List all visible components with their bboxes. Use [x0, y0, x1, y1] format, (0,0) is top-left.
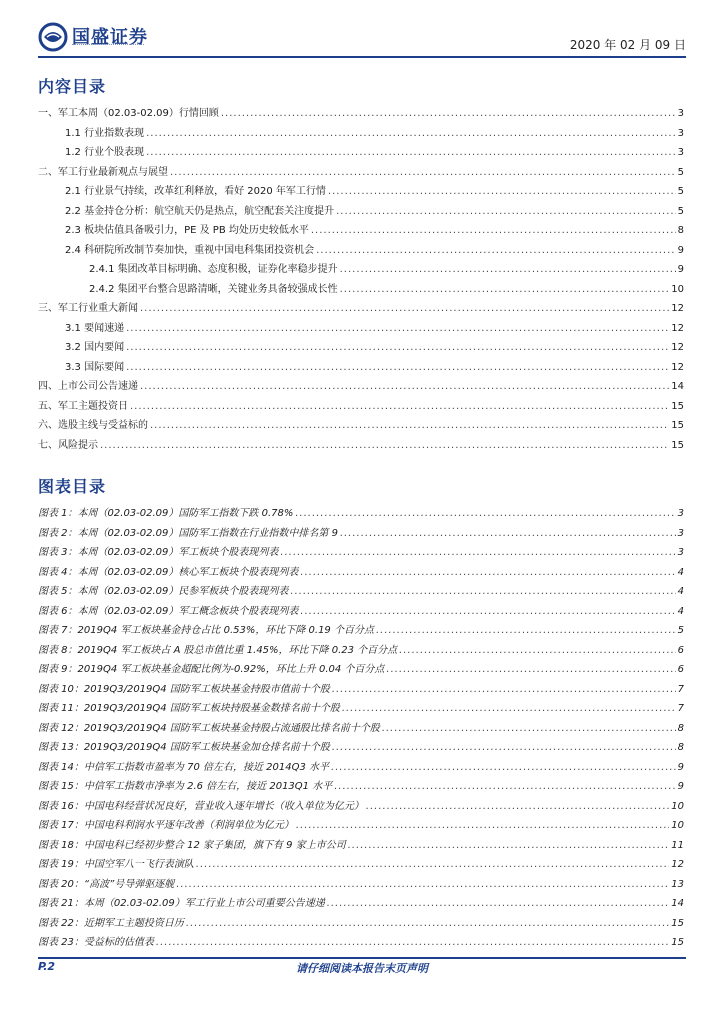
page-number: P.2: [38, 960, 56, 973]
toc-entry-page: 3: [677, 547, 684, 558]
toc-entry[interactable]: [38, 777, 684, 797]
toc-leader-dots: [280, 543, 675, 563]
toc-entry-label: 2.2 基金持仓分析：航空航天仍是热点，航空配套关注度提升: [65, 205, 335, 217]
toc-leader-dots: [342, 699, 676, 719]
toc-entry[interactable]: [38, 914, 684, 934]
toc-leader-dots: [170, 163, 676, 183]
toc-entry[interactable]: [38, 875, 684, 895]
toc-entry[interactable]: [38, 241, 684, 261]
toc-entry[interactable]: [38, 894, 684, 914]
toc-entry-label: 3.3 国际要闻: [65, 361, 125, 373]
toc-entry[interactable]: [38, 299, 684, 319]
toc-entry[interactable]: [38, 202, 684, 222]
toc-leader-dots: [186, 914, 669, 934]
toc-entry[interactable]: [38, 855, 684, 875]
toc-leader-dots: [126, 338, 669, 358]
toc-leader-dots: [156, 933, 669, 953]
toc-entry-label: 图表 12：2019Q3/2019Q4 国防军工板块基金持股占流通股比排名前十个股: [38, 722, 380, 734]
toc-leader-dots: [399, 641, 675, 661]
toc-entry-page: 5: [677, 205, 684, 217]
toc-entry-label: 图表 13：2019Q3/2019Q4 国防军工板块基金加仓排名前十个股: [38, 742, 330, 753]
toc-entry-label: 2.4 科研院所改制节奏加快，重视中国电科集团投资机会: [65, 244, 315, 256]
toc-entry-page: 13: [671, 878, 684, 890]
toc-entry-label: 图表 9：2019Q4 军工板块基金超配比例为-0.92%，环比上升 0.04 个百分点: [38, 664, 385, 675]
toc-leader-dots: [300, 602, 675, 622]
header-divider: [38, 56, 686, 58]
toc-entry[interactable]: [38, 221, 684, 241]
toc-entry-page: 9: [677, 264, 684, 275]
toc-entry-page: 5: [677, 166, 684, 178]
toc-entry-label: 图表 8：2019Q4 军工板块占 A 股总市值比重 1.45%，环比下降 0.23 个百分点: [38, 644, 398, 656]
toc-leader-dots: [140, 299, 669, 319]
toc-entry-label: 图表 17：中国电科利润水平逐年改善（利润单位为亿元）: [38, 820, 294, 831]
figures-title: 图表目录: [38, 477, 107, 496]
toc-entry-label: 2.4.1 集团改革目标明确、态度积极，证券化率稳步提升: [89, 264, 338, 275]
toc-entry-page: 15: [671, 400, 684, 412]
toc-entry[interactable]: [38, 124, 684, 144]
toc-entry[interactable]: [38, 260, 684, 280]
toc-entry-page: 8: [677, 742, 684, 753]
toc-entry-label: 图表 7：2019Q4 军工板块基金持仓占比 0.53%，环比下降 0.19 个百分点: [38, 625, 374, 636]
toc-entry-page: 8: [677, 722, 684, 734]
toc-entry[interactable]: [38, 504, 684, 524]
toc-entry-label: 图表 16：中国电科经营状况良好，营业收入逐年增长（收入单位为亿元）: [38, 800, 364, 812]
toc-leader-dots: [295, 504, 675, 524]
toc-leader-dots: [340, 260, 676, 280]
toc-entry[interactable]: [38, 660, 684, 680]
toc-entry-page: 5: [677, 186, 684, 197]
toc-leader-dots: [316, 241, 676, 261]
contents-title: 内容目录: [38, 77, 107, 96]
toc-entry-page: 12: [671, 303, 684, 314]
toc-entry-page: 6: [677, 664, 684, 675]
toc-entry-page: 3: [677, 508, 684, 519]
toc-leader-dots: [366, 797, 669, 817]
toc-entry[interactable]: [38, 436, 684, 456]
toc-leader-dots: [290, 582, 675, 602]
contents-list: [38, 104, 684, 455]
toc-entry-page: 15: [671, 439, 684, 451]
toc-entry-page: 7: [677, 703, 684, 714]
toc-entry-label: 1.2 行业个股表现: [65, 147, 145, 158]
toc-entry[interactable]: [38, 416, 684, 436]
toc-entry-label: 图表 6：本周（02.03-02.09）军工概念板块个股表现列表: [38, 605, 299, 617]
toc-leader-dots: [126, 319, 669, 339]
toc-entry-label: 图表 4：本周（02.03-02.09）核心军工板块个股表现列表: [38, 566, 299, 578]
toc-entry[interactable]: [38, 621, 684, 641]
toc-entry-page: 4: [677, 605, 684, 617]
toc-entry-page: 14: [671, 898, 684, 909]
toc-entry[interactable]: [38, 163, 684, 183]
toc-entry-page: 10: [671, 800, 684, 812]
toc-entry-page: 7: [677, 683, 684, 695]
toc-entry[interactable]: [38, 738, 684, 758]
toc-entry[interactable]: [38, 680, 684, 700]
toc-entry[interactable]: [38, 358, 684, 378]
toc-entry-page: 3: [677, 127, 684, 139]
toc-entry[interactable]: [38, 641, 684, 661]
toc-entry-label: 2.1 行业景气持续，改革红利释放，看好 2020 年军工行情: [65, 186, 326, 197]
report-date: 2020 年 02 月 09 日: [569, 38, 686, 52]
toc-entry-label: 图表 1：本周（02.03-02.09）国防军工指数下跌 0.78%: [38, 508, 294, 519]
logo-text: 国盛证券: [72, 27, 148, 48]
toc-leader-dots: [300, 563, 675, 583]
toc-entry[interactable]: [38, 797, 684, 817]
toc-entry-label: 图表 15：中信军工指数市净率为 2.6 倍左右，接近 2013Q1 水平: [38, 781, 333, 792]
toc-entry-label: 二、军工行业最新观点与展望: [38, 166, 168, 178]
toc-leader-dots: [100, 436, 669, 456]
toc-entry-page: 9: [677, 761, 684, 773]
toc-leader-dots: [126, 358, 669, 378]
toc-entry-page: 6: [677, 644, 684, 656]
toc-entry-label: 图表 21：本周（02.03-02.09）军工行业上市公司重要公告速递: [38, 898, 325, 909]
toc-entry-label: 图表 10：2019Q3/2019Q4 国防军工板块基金持股市值前十个股: [38, 683, 330, 695]
toc-entry-page: 11: [671, 839, 684, 851]
toc-leader-dots: [332, 738, 676, 758]
toc-entry-page: 14: [671, 381, 684, 392]
toc-entry-page: 10: [671, 283, 684, 295]
toc-entry-page: 12: [671, 322, 684, 334]
toc-entry[interactable]: [38, 182, 684, 202]
toc-leader-dots: [221, 104, 676, 124]
company-logo: [38, 22, 158, 52]
footer-divider: [38, 957, 686, 959]
logo-subtitle-mark: [72, 44, 144, 49]
toc-entry[interactable]: [38, 524, 684, 544]
toc-leader-dots: [146, 124, 676, 144]
toc-entry[interactable]: [38, 543, 684, 563]
toc-leader-dots: [196, 855, 669, 875]
toc-leader-dots: [296, 816, 669, 836]
toc-leader-dots: [340, 524, 676, 544]
toc-entry[interactable]: [38, 816, 684, 836]
toc-entry[interactable]: [38, 582, 684, 602]
toc-entry-page: 3: [677, 527, 684, 539]
toc-entry[interactable]: [38, 719, 684, 739]
toc-entry[interactable]: [38, 143, 684, 163]
toc-leader-dots: [348, 836, 670, 856]
figures-list: [38, 504, 684, 953]
toc-leader-dots: [150, 416, 669, 436]
toc-entry[interactable]: [38, 836, 684, 856]
toc-entry-label: 四、上市公司公告速递: [38, 381, 138, 392]
toc-entry[interactable]: [38, 758, 684, 778]
page-header: [0, 0, 724, 60]
toc-leader-dots: [386, 660, 675, 680]
toc-entry[interactable]: [38, 280, 684, 300]
toc-entry[interactable]: [38, 377, 684, 397]
toc-entry-label: 图表 2：本周（02.03-02.09）国防军工指数在行业指数中排名第 9: [38, 527, 338, 539]
toc-entry-page: 15: [671, 420, 684, 431]
toc-leader-dots: [146, 143, 676, 163]
toc-entry-label: 1.1 行业指数表现: [65, 127, 145, 139]
toc-entry[interactable]: [38, 319, 684, 339]
toc-entry[interactable]: [38, 338, 684, 358]
toc-entry-page: 3: [677, 108, 684, 119]
toc-entry-label: 3.2 国内要闻: [65, 342, 125, 353]
toc-entry-page: 3: [677, 147, 684, 158]
toc-entry-label: 图表 5：本周（02.03-02.09）民参军板块个股表现列表: [38, 586, 289, 597]
toc-entry-page: 10: [671, 820, 684, 831]
logo-icon: [38, 22, 68, 52]
toc-entry-label: 图表 14：中信军工指数市盈率为 70 倍左右，接近 2014Q3 水平: [38, 761, 330, 773]
toc-entry[interactable]: [38, 563, 684, 583]
toc-leader-dots: [382, 719, 676, 739]
footer-disclaimer: 请仔细阅读本报告末页声明: [296, 962, 428, 975]
toc-entry[interactable]: [38, 602, 684, 622]
toc-entry[interactable]: [38, 933, 684, 953]
toc-leader-dots: [328, 182, 676, 202]
toc-leader-dots: [331, 758, 676, 778]
toc-entry-label: 2.3 板块估值具备吸引力，PE 及 PB 均处历史较低水平: [65, 225, 309, 236]
toc-entry-label: 图表 18：中国电科已经初步整合 12 家子集团，旗下有 9 家上市公司: [38, 839, 346, 851]
toc-entry-page: 15: [671, 917, 684, 929]
toc-leader-dots: [176, 875, 669, 895]
toc-entry-page: 12: [671, 859, 684, 870]
toc-entry-page: 9: [677, 244, 684, 256]
toc-leader-dots: [340, 280, 670, 300]
toc-entry-page: 9: [677, 781, 684, 792]
toc-entry-label: 2.4.2 集团平台整合思路清晰，关键业务具备较强成长性: [89, 283, 338, 295]
toc-entry-page: 4: [677, 566, 684, 578]
toc-entry-label: 图表 19：中国空军八一飞行表演队: [38, 859, 194, 870]
toc-leader-dots: [334, 777, 675, 797]
toc-entry-label: 七、风险提示: [38, 439, 98, 451]
toc-leader-dots: [376, 621, 676, 641]
toc-entry[interactable]: [38, 699, 684, 719]
toc-entry-label: 图表 22：近期军工主题投资日历: [38, 917, 184, 929]
toc-entry-label: 图表 3：本周（02.03-02.09）军工板块个股表现列表: [38, 547, 279, 558]
toc-entry-label: 图表 23：受益标的估值表: [38, 937, 154, 948]
toc-entry-label: 3.1 要闻速递: [65, 322, 125, 334]
toc-entry-page: 12: [671, 361, 684, 373]
toc-entry-label: 一、军工本周（02.03-02.09）行情回顾: [38, 108, 219, 119]
toc-leader-dots: [311, 221, 676, 241]
toc-entry-page: 5: [677, 625, 684, 636]
toc-entry[interactable]: [38, 104, 684, 124]
toc-entry-page: 12: [671, 342, 684, 353]
toc-entry-page: 15: [671, 937, 684, 948]
toc-leader-dots: [130, 397, 669, 417]
toc-entry-label: 三、军工行业重大新闻: [38, 303, 138, 314]
toc-entry-label: 五、军工主题投资日: [38, 400, 128, 412]
toc-entry-label: 图表 11：2019Q3/2019Q4 国防军工板块持股基金数排名前十个股: [38, 703, 340, 714]
toc-entry-label: 六、选股主线与受益标的: [38, 420, 148, 431]
toc-entry[interactable]: [38, 397, 684, 417]
toc-leader-dots: [327, 894, 669, 914]
toc-entry-page: 4: [677, 586, 684, 597]
toc-entry-page: 8: [677, 225, 684, 236]
toc-leader-dots: [336, 202, 676, 222]
toc-leader-dots: [332, 680, 676, 700]
toc-leader-dots: [140, 377, 669, 397]
toc-entry-label: 图表 20：“高波”号导弹驱逐舰: [38, 878, 175, 890]
